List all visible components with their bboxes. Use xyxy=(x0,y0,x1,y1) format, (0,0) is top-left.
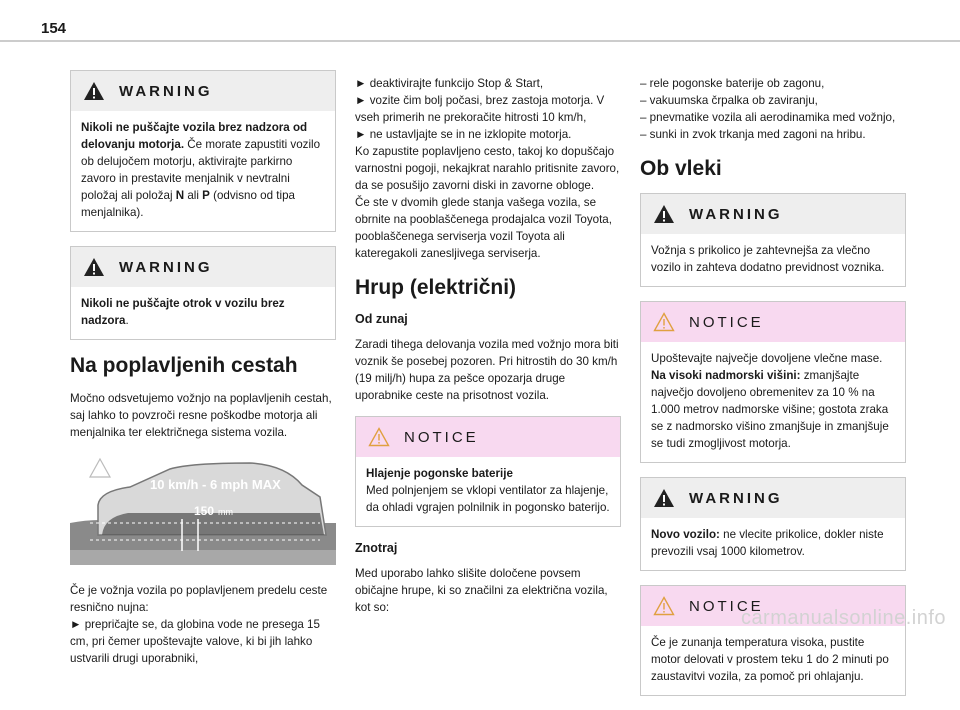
warning-text: ne vlecite prikolice, dokler niste prevozili vsaj 1000 kilometrov. xyxy=(651,528,884,558)
notice-label: NOTICE xyxy=(404,428,479,446)
warning-body xyxy=(71,111,335,231)
gear-p: P xyxy=(202,189,210,202)
paragraph: Zaradi tihega delovanja vozila med vožnjo mora biti voznik še posebej pozoren. Pri hitrostih do 30 km/h (19 milj/h) hupa za pešce opozarja druge uporabnike ceste na prisotnost vozila. xyxy=(355,338,619,402)
bullet-item: ► deaktivirajte funkcijo Stop & Start, xyxy=(355,77,544,90)
warning-header xyxy=(641,478,905,518)
warning-lead: Novo vozilo: xyxy=(651,528,720,541)
warning-box xyxy=(640,193,906,287)
bullet-item: ► vozite čim bolj počasi, brez zastoja motorja. V vseh primerih ne prekoračite hitrosti 10 km/h, xyxy=(355,94,605,124)
warning-body xyxy=(71,287,335,339)
depth-value: 150 xyxy=(194,504,215,518)
warning-box xyxy=(70,246,336,340)
warning-text-mid: ali xyxy=(184,189,203,202)
warning-lead: Nikoli ne puščajte otrok v vozilu brez nadzora xyxy=(81,297,285,327)
section-heading: Na poplavljenih cestah xyxy=(70,354,298,377)
notice-text: zmanjšajte največjo dovoljeno obremenitev za 10 % na 1.000 metrov nadmorske višine; gostota zraka se z nadmorsko višino zmanjšuje in zmanjšuje se tudi zmogljivost motorja. xyxy=(651,369,889,450)
warning-text-end: (odvisno od tipa menjalnika). xyxy=(81,189,295,219)
notice-box xyxy=(355,416,621,527)
page-number: 154 xyxy=(41,20,67,37)
warning-label: WARNING xyxy=(689,489,783,507)
dash-item: – sunki in zvok trkanja med zagoni na hribu. xyxy=(640,128,866,141)
watermark: carmanualsonline.info xyxy=(740,607,946,629)
notice-triangle-icon xyxy=(653,312,675,332)
warning-body: Vožnja s prikolico je zahtevnejša za vlečno vozilo in zahteva dodatno previdnost voznika. xyxy=(651,244,885,274)
section-heading: Ob vleki xyxy=(640,157,722,180)
warning-body xyxy=(641,518,905,570)
warning-label: WARNING xyxy=(119,258,213,276)
bullet-item: ► prepričajte se, da globina vode ne presega 15 cm, pri čemer upoštevajte valove, ki bi jih lahko ustvarili drugi uporabniki, xyxy=(70,618,320,665)
notice-body xyxy=(356,457,620,526)
warning-triangle-icon xyxy=(653,488,675,508)
warning-label: WARNING xyxy=(689,205,783,223)
notice-header xyxy=(641,302,905,342)
notice-box xyxy=(640,301,906,463)
notice-triangle-icon xyxy=(653,596,675,616)
paragraph: Če ste v dvomih glede stanja vašega vozila, se obrnite na pooblaščenega prodajalca vozil Toyota, pooblaščenega serviserja vozil Toyota ali kateregakoli zanesljivega serviserja. xyxy=(355,196,612,260)
speed-limit-label: 10 km/h - 6 mph MAX xyxy=(150,477,281,492)
warning-box xyxy=(640,477,906,571)
notice-body xyxy=(641,342,905,462)
notice-label: NOTICE xyxy=(689,313,764,331)
dash-item: – vakuumska črpalka ob zaviranju, xyxy=(640,94,818,107)
notice-lead: Hlajenje pogonske baterije xyxy=(366,467,513,480)
notice-box xyxy=(640,585,906,696)
warning-triangle-icon xyxy=(83,257,105,277)
paragraph: Med uporabo lahko slišite določene povsem običajne hrupe, ki so značilni za električna vozila, kot so: xyxy=(355,567,608,614)
subheading: Znotraj xyxy=(355,541,398,555)
gear-n: N xyxy=(175,189,185,202)
notice-text: Med polnjenjem se vklopi ventilator za hlajenje, da ohladi vgrajen polnilnik in pogonsko baterijo. xyxy=(366,484,610,514)
warning-box xyxy=(70,70,336,232)
warning-lead: Nikoli ne puščajte vozila brez nadzora od delovanju motorja. xyxy=(81,121,308,151)
flood-illustration xyxy=(70,455,336,570)
paragraph: Če je vožnja vozila po poplavljenem predelu ceste resnično nujna: xyxy=(70,584,328,614)
warning-header xyxy=(71,71,335,111)
warning-header xyxy=(641,194,905,234)
warning-outline-icon xyxy=(90,459,110,477)
warning-triangle-icon xyxy=(83,81,105,101)
warning-label: WARNING xyxy=(119,82,213,100)
depth-unit: mm xyxy=(218,507,233,517)
notice-body: Če je zunanja temperatura visoka, pustite motor delovati v prostem teku 1 do 2 minuti po zaustavitvi vozila, za pomoč pri ohlajanju. xyxy=(651,636,889,683)
notice-header xyxy=(356,417,620,457)
warning-dot: . xyxy=(125,314,129,327)
notice-label: NOTICE xyxy=(689,597,764,615)
warning-triangle-icon xyxy=(653,204,675,224)
subheading: Od zunaj xyxy=(355,312,408,326)
dash-item: – pnevmatike vozila ali aerodinamika med vožnjo, xyxy=(640,111,896,124)
warning-header xyxy=(71,247,335,287)
paragraph: Ko zapustite poplavljeno cesto, takoj ko dopuščajo varnostni pogoji, nekajkrat narahlo pritisnite zavoro, da se posušijo zavorni diski in zavorne obloge. xyxy=(355,145,620,192)
notice-text: Upoštevajte največje dovoljene vlečne mase. xyxy=(651,352,883,365)
dash-item: – rele pogonske baterije ob zagonu, xyxy=(640,77,825,90)
warning-text: Če morate zapustiti vozilo ob delujočem motorju, aktivirajte parkirno zavoro in prestavite menjalnik v nevtralni položaj ali položaj xyxy=(81,138,321,202)
paragraph: Močno odsvetujemo vožnjo na poplavljenih cestah, saj lahko to povzroči resne poškodbe motorja ali menjalnika ter električnega sistema vozila. xyxy=(70,392,332,439)
notice-lead: Na visoki nadmorski višini: xyxy=(651,369,801,382)
header-divider xyxy=(0,40,960,42)
bullet-item: ► ne ustavljajte se in ne izklopite motorja. xyxy=(355,128,572,141)
notice-triangle-icon xyxy=(368,427,390,447)
section-heading: Hrup (električni) xyxy=(355,276,517,299)
column-2 xyxy=(355,75,621,616)
column-1 xyxy=(70,70,336,667)
